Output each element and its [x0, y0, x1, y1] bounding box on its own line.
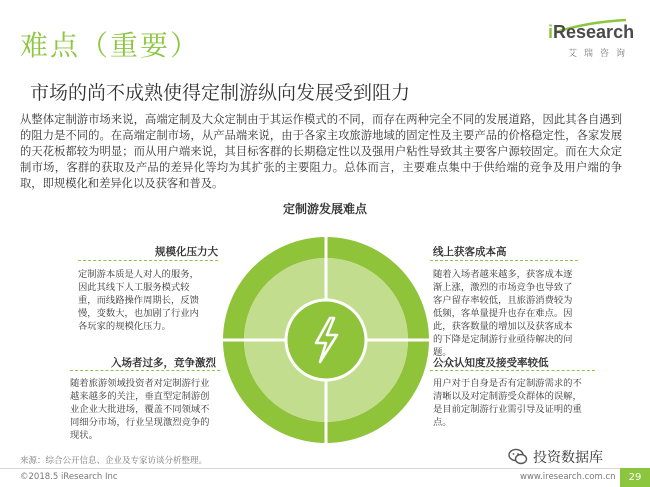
watermark-text: 投资数据库: [533, 450, 603, 466]
logo-main: Research: [553, 22, 635, 42]
inner-disc: [244, 258, 408, 422]
footer-divider: [0, 468, 650, 469]
ring-top-right: [326, 237, 429, 340]
ring-bottom-right: [326, 340, 429, 443]
wechat-icon: [508, 448, 528, 466]
connector-bottom-left: [70, 370, 220, 371]
quadrant-title-awareness: 公众认知度及接受率较低: [433, 357, 549, 369]
connector-top-left: [78, 260, 218, 261]
iresearch-logo: [508, 22, 635, 72]
connector-bottom-right: [430, 370, 595, 371]
quadrant-body-scaling: 定制游本质是人对人的服务，因此其线下人工服务模式较重，而线路操作周期长，反馈慢，变数大，也加剧了行业内各玩家的规模化压力。: [78, 269, 199, 332]
ring-top-left: [223, 237, 326, 340]
ring-bottom-left: [223, 340, 326, 443]
logo-prefix: i: [548, 22, 554, 42]
copyright: ©2018.5 iResearch Inc: [20, 472, 118, 482]
page-subtitle: 市场的尚不成熟使得定制游纵向发展受到阻力: [30, 82, 411, 104]
diagram-title: 定制游发展难点: [282, 202, 367, 216]
quadrant-title-scaling: 规模化压力大: [155, 246, 218, 258]
logo-wordmark: [548, 22, 634, 43]
intro-paragraph: 从整体定制游市场来说，高端定制及大众定制由于其运作模式的不同，而存在两种完全不同的发展道路，因此其各自遇到的阻力是不同的。在高端定制市场，从产品端来说，由于各家主攻旅游地域的固定性及主要产品的价格稳定性，各家发展的天花板都较为明显；而从用户端来说，其目标客群的长期稳定性以及强用户粘性导致其主要客户源较固定。而在大众定制市场，客群的获取及产品的差异化等均为其扩张的主要阻力。总体而言，主要难点集中于供给端的竞争及用户端的争取，即规模化和差异化以及获客和普及。: [20, 113, 622, 190]
quadrant-title-competition: 入场者过多，竞争激烈: [111, 357, 216, 369]
page-number: 29: [620, 468, 650, 487]
website-link[interactable]: www.iresearch.com.cn: [520, 472, 616, 482]
center-disc: [286, 300, 366, 380]
lightning-bolt-icon: [316, 318, 337, 362]
page-title: 难点（重要）: [20, 29, 201, 62]
connector-top-right: [430, 260, 578, 261]
quadrant-body-awareness: 用户对于自身是否有定制游需求的不清晰以及对定制游受众群体的误解，是目前定制游行业需引导及证明的重点。: [433, 378, 582, 428]
watermark: [508, 446, 603, 468]
source-note: 来源：综合公开信息、企业及专家访谈分析整理。: [20, 456, 208, 466]
logo-cn: 艾瑞咨询: [568, 49, 633, 59]
quadrant-title-acquisition: 线上获客成本高: [433, 246, 507, 258]
quadrant-body-competition: 随着旅游领域投资者对定制游行业越来越多的关注，垂直型定制游创业企业大批进场，覆盖不同领域不同细分市场，行业呈现激烈竞争的现状。: [70, 378, 210, 441]
quadrant-body-acquisition: 随着入场者越来越多，获客成本逐渐上涨，激烈的市场竞争也导致了客户留存率较低，且旅游消费较为低频，客单量提升也存在难点。因此，获客数量的增加以及获客成本的下降是定制游行业亟待解决的问题。: [433, 269, 573, 358]
